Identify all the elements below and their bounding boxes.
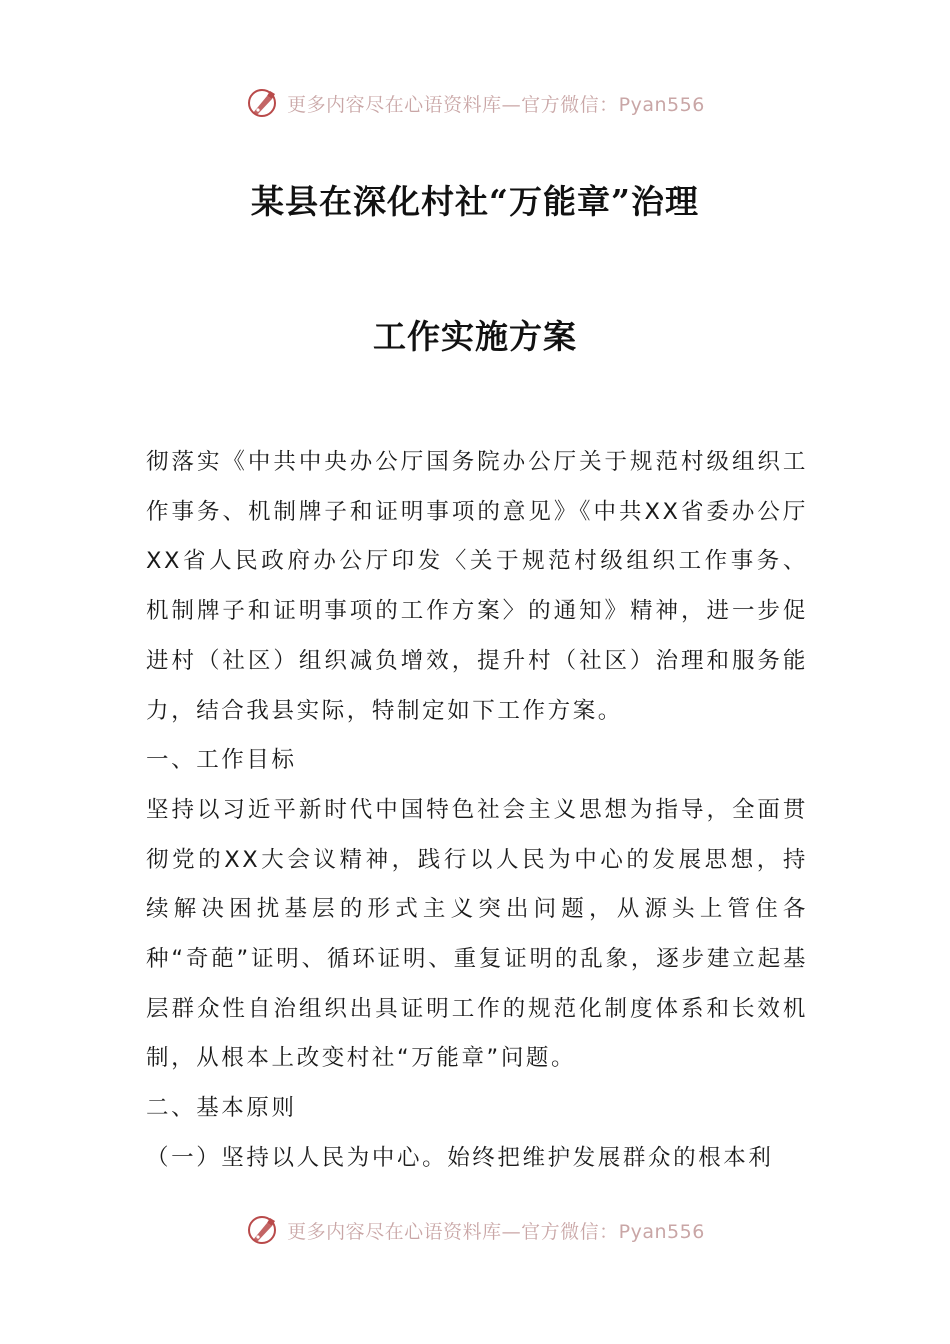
footer-wechat-id: Pyan556 [618, 1220, 705, 1243]
section-heading-basic-principles: 二、基本原则 [146, 1095, 297, 1122]
body-paragraph-goals: 坚持以习近平新时代中国特色社会主义思想为指导，全面贯彻党的XX大会议精神，践行以人民为中心的发展思想，持续解决困扰基层的形式主义突出问题，从源头上管住各种“奇葩”证明、循环证明、重复证明的乱象，逐步建立起基层群众性自治组织出具证明工作的规范化制度体系和长效机制，从根本上改变村社“万能章”问题。 [146, 796, 808, 1072]
footer-watermark-banner [0, 1210, 950, 1250]
body-paragraph-intro: 彻落实《中共中央办公厅国务院办公厅关于规范村级组织工作事务、机制牌子和证明事项的意见》《中共XX省委办公厅XX省人民政府办公厅印发〈关于规范村级组织工作事务、机制牌子和证明事项的工作方案〉的通知》精神，进一步促进村（社区）组织减负增效，提升村（社区）治理和服务能力，结合我县实际，特制定如下工作方案。 [146, 449, 808, 724]
header-watermark-text: 更多内容尽在心语资料库—官方微信：Pyan556 [287, 93, 705, 116]
document-title-line2: 工作实施方案 [373, 317, 577, 356]
document-body [146, 438, 808, 1184]
header-wechat-id: Pyan556 [618, 93, 705, 116]
body-paragraph-principle-1: （一）坚持以人民为中心。始终把维护发展群众的根本利 [146, 1144, 774, 1171]
header-watermark-banner [0, 83, 950, 123]
document-title-line1: 某县在深化村社“万能章”治理 [251, 182, 699, 221]
section-heading-work-goals: 一、工作目标 [146, 747, 297, 774]
pen-nib-circle-icon [245, 86, 279, 120]
footer-watermark-text: 更多内容尽在心语资料库—官方微信：Pyan556 [287, 1220, 705, 1243]
pen-nib-circle-icon [245, 1213, 279, 1247]
